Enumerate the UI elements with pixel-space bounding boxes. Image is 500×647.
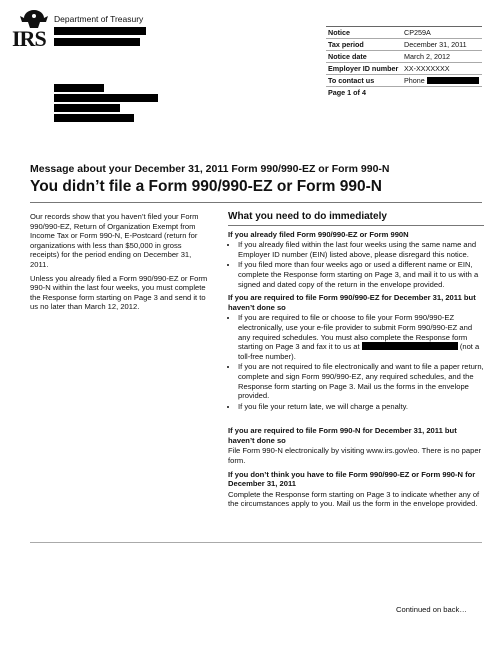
instructions-column xyxy=(228,212,484,509)
contact-label: To contact us xyxy=(326,75,402,87)
notice-label: Notice xyxy=(326,27,402,39)
page-row xyxy=(326,87,482,99)
notice-row xyxy=(326,27,482,39)
redacted-recipient-line xyxy=(54,84,104,92)
redacted-recipient-line xyxy=(54,114,134,122)
employer-id-label: Employer ID number xyxy=(326,63,402,75)
department-name: Department of Treasury xyxy=(54,14,144,24)
page-title: You didn’t file a Form 990/990-EZ or Form 990-N xyxy=(30,178,382,195)
redacted-phone xyxy=(427,77,479,84)
section-heading: If you already filed Form 990/990-EZ or Form 990N xyxy=(228,229,409,239)
bullet-list xyxy=(228,313,484,411)
redacted-fax-number xyxy=(362,342,458,350)
employer-id-value: XX-XXXXXXX xyxy=(402,63,482,75)
section-body: File Form 990-N electronically by visiting www.irs.gov/eo. There is no paper form. xyxy=(228,446,482,466)
notice-value: CP259A xyxy=(402,27,482,39)
page-number: Page 1 of 4 xyxy=(328,88,366,97)
list-item: • If you are not required to file electronically and want to file a paper return, complete and sign Form 990/990-EZ, any required schedules, and the Response form starting on Page 3. Mail us the forms in the envelope provided. xyxy=(238,362,484,400)
list-item: • If you file your return late, we will charge a penalty. xyxy=(238,402,484,412)
summary-column xyxy=(30,212,210,316)
section-heading: If you don’t think you have to file Form 990/990-EZ or Form 990-N for December 31, 2011 xyxy=(228,469,476,489)
notice-date-value: March 2, 2012 xyxy=(402,51,482,63)
notice-date-row xyxy=(326,51,482,63)
list-item-text: (not a toll-free number). xyxy=(238,342,480,361)
list-item-text: If you are required to file or choose to file your Form 990/990-EZ electronically, use your e-file provider to submit Form 990/990-EZ and any required schedules. You must also complete the Response form starting on Page 3 and fax it to us at xyxy=(238,313,473,352)
bullet-list xyxy=(228,240,484,289)
divider xyxy=(30,202,482,203)
notice-info-table xyxy=(326,26,482,98)
section-heading: If you are required to file Form 990-N for December 31, 2011 but haven’t done so xyxy=(228,426,457,445)
irs-logo-text: IRS xyxy=(12,26,46,51)
instructions-heading: What you need to do immediately xyxy=(228,212,484,226)
summary-paragraph: Unless you already filed a Form 990/990-EZ or Form 990-N within the last four weeks, you must complete the Response form starting on Page 3 and send it to us no later than March 12, 2012. xyxy=(30,273,208,312)
message-subject: Message about your December 31, 2011 Form 990/990-EZ or Form 990-N xyxy=(30,163,390,175)
employer-id-row xyxy=(326,63,482,75)
list-item xyxy=(238,313,484,361)
continued-note: Continued on back… xyxy=(396,605,467,614)
list-item: • If you filed more than four weeks ago or used a different name or EIN, complete the Response form starting on Page 3, and mail it to us with a signed and dated copy of the return in the envelope provided. xyxy=(238,260,484,289)
contact-row xyxy=(326,75,482,87)
redacted-address-line xyxy=(54,27,146,35)
tax-period-label: Tax period xyxy=(326,39,402,51)
phone-label: Phone xyxy=(404,76,425,85)
tax-period-row xyxy=(326,39,482,51)
section-body: Complete the Response form starting on Page 3 to indicate whether any of the circumstances apply to you. Mail us the form in the envelope provided. xyxy=(228,489,480,509)
contact-value xyxy=(402,75,482,87)
summary-paragraph: Our records show that you haven’t filed your Form 990/990-EZ, Return of Organization Exempt from Income Tax or Form 990-N, E-Postcard (return for organizations with less than $50,000 in gross receipts) for the period ending on December 31, 2011. xyxy=(30,212,199,269)
redacted-address-line xyxy=(54,38,140,46)
redacted-recipient-line xyxy=(54,94,158,102)
list-item: • If you already filed within the last four weeks using the same name and Employer ID number (EIN) listed above, please disregard this notice. xyxy=(238,240,484,259)
tax-period-value: December 31, 2011 xyxy=(402,39,482,51)
notice-date-label: Notice date xyxy=(326,51,402,63)
divider xyxy=(30,542,482,543)
redacted-recipient-line xyxy=(54,104,120,112)
section-heading: If you are required to file Form 990/990-EZ for December 31, 2011 but haven’t done so xyxy=(228,293,476,312)
